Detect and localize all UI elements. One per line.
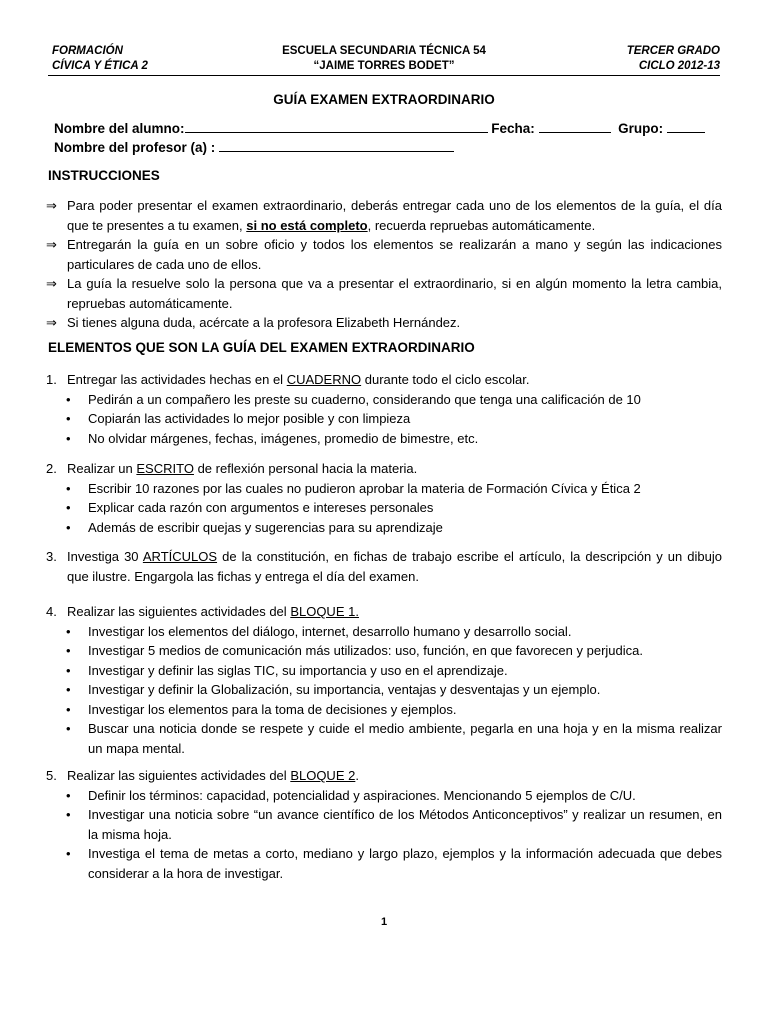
bullet-icon: • (66, 623, 71, 639)
item-number: 1. (46, 372, 57, 387)
bullet-icon: • (66, 721, 71, 736)
bullet-icon: • (66, 480, 71, 496)
teacher-name-label: Nombre del profesor (a) : (54, 140, 216, 155)
bullet-icon: • (66, 643, 71, 658)
bullet-text: Copiarán las actividades lo mejor posible y con limpieza (88, 411, 411, 426)
sub-bullet (46, 409, 722, 429)
sub-bullet (46, 498, 722, 518)
sub-bullet (46, 786, 722, 806)
instruction-item (46, 313, 722, 333)
sub-bullet (46, 719, 722, 758)
item-keyword: ARTÍCULOS (142, 549, 218, 564)
item-text: durante todo el ciclo escolar. (364, 372, 530, 387)
item-text: Realizar un (67, 461, 133, 476)
group-label: Grupo: (618, 121, 664, 136)
header-school-line2: “JAIME TORRES BODET” (313, 60, 455, 72)
bullet-text: Pedirán a un compañero les preste su cuaderno, considerando que tenga una calificación de 10 (88, 391, 641, 407)
bullet-text: Investigar y definir las siglas TIC, su importancia y uso en el aprendizaje. (88, 662, 508, 678)
bullet-icon: • (66, 662, 71, 678)
bullet-text: Además de escribir quejas y sugerencias para su aprendizaje (88, 519, 443, 535)
arrow-icon: ⇒ (46, 237, 57, 252)
bullet-icon: • (66, 430, 71, 446)
bullet-text: Investigar los elementos del diálogo, internet, desarrollo humano y desarrollo social. (88, 623, 572, 639)
bullet-text: Investigar 5 medios de comunicación más utilizados: uso, función, en que favorecen y perjudica. (88, 643, 643, 658)
guide-item-2 (46, 459, 722, 537)
bullet-text: Investigar los elementos para la toma de decisiones y ejemplos. (88, 701, 457, 717)
guide-item-3 (46, 547, 722, 586)
bullet-icon: • (66, 411, 71, 426)
bullet-icon: • (66, 500, 71, 515)
elements-heading: ELEMENTOS QUE SON LA GUÍA DEL EXAMEN EXTRAORDINARIO (48, 340, 475, 355)
header-school-line1: ESCUELA SECUNDARIA TÉCNICA 54 (282, 45, 486, 57)
item-keyword: ESCRITO (136, 461, 194, 476)
bullet-text: Investigar una noticia sobre “un avance científico de los Métodos Anticonceptivos” y realizar un resumen, en la misma hoja. (88, 807, 722, 842)
student-name-label: Nombre del alumno: (54, 121, 185, 136)
bullet-icon: • (66, 701, 71, 717)
guide-item-1 (46, 370, 722, 448)
bullet-icon: • (66, 787, 71, 803)
item-keyword: BLOQUE 2 (290, 768, 356, 783)
instruction-item (46, 196, 722, 235)
item-text: de reflexión personal hacia la materia. (197, 461, 418, 476)
item-number: 5. (46, 768, 57, 783)
item-keyword: CUADERNO (286, 372, 362, 387)
date-blank[interactable] (539, 120, 611, 133)
instruction-text: Si tienes alguna duda, acércate a la profesora Elizabeth Hernández. (67, 315, 461, 330)
sub-bullet (46, 518, 722, 538)
teacher-form-line (54, 139, 454, 155)
bullet-text: Investiga el tema de metas a corto, mediano y largo plazo, ejemplos y la información adecuada que debes considerar a la hora de investigar. (88, 846, 722, 881)
page-title: GUÍA EXAMEN EXTRAORDINARIO (273, 92, 495, 107)
sub-bullet (46, 622, 722, 642)
header-grade-line1: TERCER GRADO (626, 45, 720, 57)
item-text: Realizar las siguientes actividades del (67, 768, 287, 783)
bullet-icon: • (66, 391, 71, 407)
instruction-text: La guía la resuelve solo la persona que va a presentar el extraordinario, si en algún momento la letra cambia, repruebas automáticamente. (67, 276, 722, 311)
item-keyword: BLOQUE 1. (290, 604, 359, 619)
item-text: Entregar las actividades hechas en el (67, 372, 284, 387)
bullet-text: No olvidar márgenes, fechas, imágenes, promedio de bimestre, etc. (88, 430, 479, 446)
item-number: 2. (46, 461, 57, 476)
bullet-icon: • (66, 846, 71, 861)
header-subject-line2: CÍVICA Y ÉTICA 2 (52, 60, 148, 72)
page-number: 1 (380, 916, 388, 928)
sub-bullet (46, 661, 722, 681)
instruction-text: , recuerda repruebas automáticamente. (367, 217, 596, 233)
sub-bullet (46, 429, 722, 449)
bullet-text: Buscar una noticia donde se respete y cuide el medio ambiente, pegarla en una hoja y en la misma realizar un mapa mental. (88, 721, 722, 756)
sub-bullet (46, 390, 722, 410)
instruction-emphasis: si no está completo (246, 217, 368, 233)
instruction-text: Para poder presentar el examen extraordinario, deberás entregar cada uno de los elementos de la guía, el día que te presentes a tu examen, (67, 198, 722, 233)
instruction-item (46, 235, 722, 274)
sub-bullet (46, 844, 722, 883)
item-text: Investiga 30 (67, 549, 139, 564)
bullet-icon: • (66, 682, 71, 697)
bullet-text: Explicar cada razón con argumentos e intereses personales (88, 500, 434, 515)
item-text: Realizar las siguientes actividades del (67, 604, 287, 619)
group-blank[interactable] (667, 120, 705, 133)
guide-item-5 (46, 766, 722, 883)
header-grade (627, 44, 720, 74)
bullet-text: Definir los términos: capacidad, potencialidad y aspiraciones. Mencionando 5 ejemplos de C/U. (88, 787, 636, 803)
arrow-icon: ⇒ (46, 198, 57, 213)
item-number: 4. (46, 604, 57, 619)
sub-bullet (46, 641, 722, 661)
arrow-icon: ⇒ (46, 315, 57, 330)
student-form-line (54, 120, 705, 136)
instruction-text: Entregarán la guía en un sobre oficio y todos los elementos se realizarán a mano y según las indicaciones particulares de cada uno de ellos. (67, 237, 722, 272)
teacher-name-blank[interactable] (219, 139, 454, 152)
bullet-text: Investigar y definir la Globalización, su importancia, ventajas y desventajas y un ejemplo. (88, 682, 601, 697)
item-text: . (355, 768, 359, 783)
sub-bullet (46, 700, 722, 720)
guide-item-4 (46, 602, 722, 758)
item-text: de la constitución, en fichas de trabajo escribe el artículo, la descripción y un dibujo que ilustre. Engargola las fichas y entrega el día del examen. (67, 549, 722, 584)
date-label: Fecha: (491, 121, 535, 136)
student-name-blank[interactable] (185, 120, 488, 133)
bullet-icon: • (66, 519, 71, 535)
bullet-text: Escribir 10 razones por las cuales no pudieron aprobar la materia de Formación Cívica y Ética 2 (88, 480, 641, 496)
header-subject-line1: FORMACIÓN (52, 45, 123, 57)
item-number: 3. (46, 549, 57, 564)
instructions-heading: INSTRUCCIONES (48, 168, 160, 183)
sub-bullet (46, 680, 722, 700)
sub-bullet (46, 479, 722, 499)
header-grade-line2: CICLO 2012-13 (638, 60, 720, 72)
arrow-icon: ⇒ (46, 276, 57, 291)
instructions-list (46, 196, 722, 333)
sub-bullet (46, 805, 722, 844)
bullet-icon: • (66, 807, 71, 822)
header-divider (48, 75, 720, 76)
instruction-item (46, 274, 722, 313)
